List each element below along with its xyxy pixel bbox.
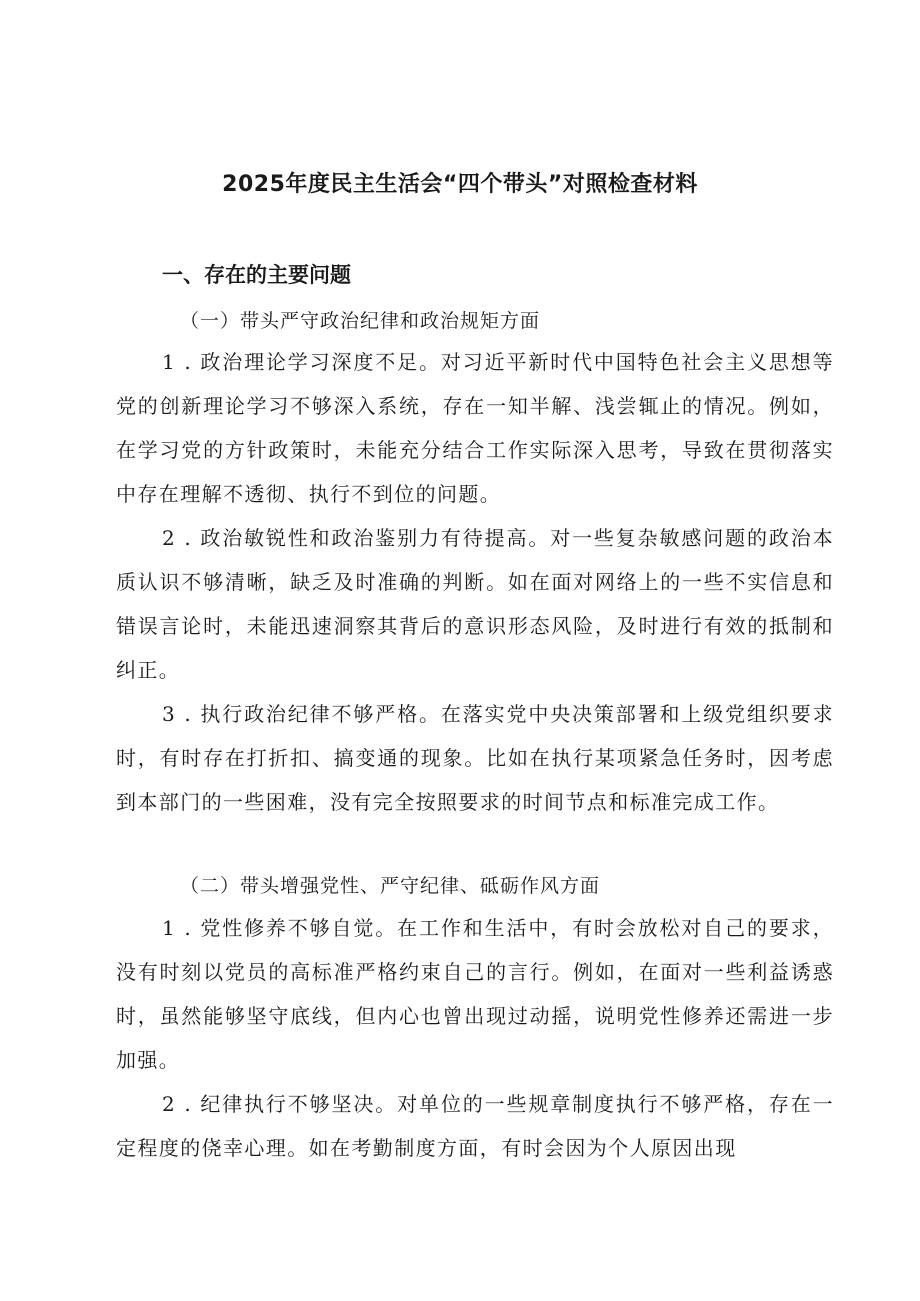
paragraph-item-2-1: 1 . 党性修养不够自觉。在工作和生活中，有时会放松对自己的要求，没有时刻以党员的高标准严格约束自己的言行。例如，在面对一些利益诱惑时，虽然能够坚守底线，但内心也曾出现过动摇，说明党性修养还需进一步加强。 — [116, 916, 834, 1072]
document-title: 2025年度民主生活会“四个带头”对照检查材料 — [222, 172, 698, 197]
paragraph-item-1-3: 3 . 执行政治纪律不够严格。在落实党中央决策部署和上级党组织要求时，有时存在打折扣、搞变通的现象。比如在执行某项紧急任务时，因考虑到本部门的一些困难，没有完全按照要求的时间节点和标准完成工作。 — [116, 702, 834, 814]
subsection-heading-party-spirit: （二）带头增强党性、严守纪律、砥砺作风方面 — [180, 875, 601, 897]
subsection-heading-political-discipline: （一）带头严守政治纪律和政治规矩方面 — [180, 310, 541, 332]
section-heading-problems: 一、存在的主要问题 — [162, 263, 351, 287]
paragraph-item-2-2: 2 . 纪律执行不够坚决。对单位的一些规章制度执行不够严格，存在一定程度的侥幸心理。如在考勤制度方面，有时会因为个人原因出现 — [116, 1092, 834, 1160]
paragraph-item-1-2: 2 . 政治敏锐性和政治鉴别力有待提高。对一些复杂敏感问题的政治本质认识不够清晰，缺乏及时准确的判断。如在面对网络上的一些不实信息和错误言论时，未能迅速洞察其背后的意识形态风险，及时进行有效的抵制和纠正。 — [116, 526, 834, 682]
paragraph-item-1-1: 1 . 政治理论学习深度不足。对习近平新时代中国特色社会主义思想等党的创新理论学习不够深入系统，存在一知半解、浅尝辄止的情况。例如，在学习党的方针政策时，未能充分结合工作实际深入思考，导致在贯彻落实中存在理解不透彻、执行不到位的问题。 — [116, 350, 834, 506]
